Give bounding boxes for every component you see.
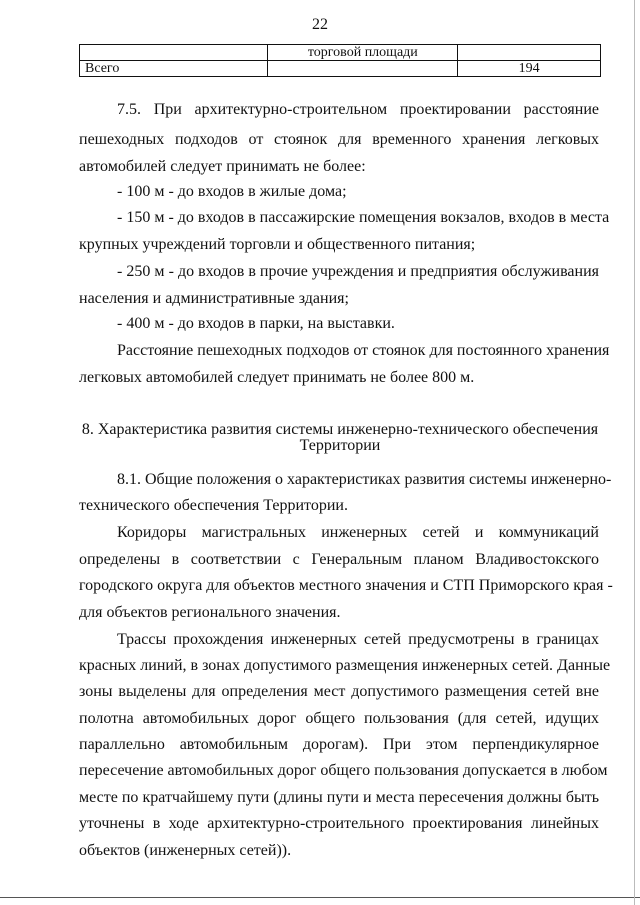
table-row — [80, 45, 601, 61]
list-item: - 400 м - до входов в парки, на выставки. — [117, 315, 395, 332]
table-cell-total-label: Всего — [80, 61, 268, 77]
paragraph-line: месте по кратчайшему пути (длины пути и места пересечения должны быть — [79, 789, 599, 806]
table-row — [80, 61, 601, 77]
paragraph-line: 7.5. При архитектурно-строительном проектировании расстояние — [117, 101, 599, 118]
paragraph-line: пересечение автомобильных дорог общего пользования допускается в любом — [79, 762, 608, 779]
paragraph-line: уточнены в ходе архитектурно-строительного проектирования линейных — [79, 815, 599, 832]
table-cell — [458, 45, 601, 61]
paragraph-line: городского округа для объектов местного значения и СТП Приморского края - — [79, 577, 613, 594]
summary-table — [79, 44, 601, 77]
paragraph-line: полотна автомобильных дорог общего пользования (для сетей, идущих — [79, 710, 599, 727]
paragraph-line: пешеходных подходов от стоянок для временного хранения легковых — [79, 131, 599, 148]
paragraph-line: зоны выделены для определения мест допустимого размещения сетей вне — [79, 683, 599, 700]
table-cell — [268, 61, 458, 77]
table-cell: торговой площади — [268, 45, 458, 61]
paragraph-line: автомобилей следует принимать не более: — [79, 158, 366, 175]
paragraph-line: Коридоры магистральных инженерных сетей и коммуникаций — [117, 524, 599, 541]
list-item: - 100 м - до входов в жилые дома; — [117, 183, 347, 200]
paragraph-line: определены в соответствии с Генеральным планом Владивостокского — [79, 551, 599, 568]
paragraph-line: населения и административные здания; — [79, 290, 349, 307]
table-cell — [80, 45, 268, 61]
paragraph-line: для объектов регионального значения. — [79, 604, 341, 621]
table-cell-total-value: 194 — [458, 61, 601, 77]
paragraph-line: Расстояние пешеходных подходов от стоянок для постоянного хранения — [117, 342, 610, 359]
list-item: - 150 м - до входов в пассажирские помещения вокзалов, входов в места — [117, 209, 610, 226]
paragraph-line: 8.1. Общие положения о характеристиках развития системы инженерно- — [117, 471, 612, 488]
section-heading: Территории — [299, 437, 381, 454]
paragraph-line: легковых автомобилей следует принимать не более 800 м. — [79, 369, 475, 386]
paragraph-line: Трассы прохождения инженерных сетей предусмотрены в границах — [117, 631, 599, 648]
paragraph-line: объектов (инженерных сетей)). — [79, 842, 292, 859]
list-item: - 250 м - до входов в прочие учреждения и предприятия обслуживания — [117, 263, 599, 280]
scan-right-edge — [634, 0, 635, 905]
section-heading: 8. Характеристика развития системы инженерно-технического обеспечения — [81, 421, 599, 438]
paragraph-line: крупных учреждений торговли и общественного питания; — [79, 236, 476, 253]
scan-bottom-edge — [0, 897, 640, 898]
paragraph-line: технического обеспечения Территории. — [79, 497, 348, 514]
paragraph-line: параллельно автомобильным дорогам). При этом перпендикулярное — [79, 736, 599, 753]
paragraph-line: красных линий, в зонах допустимого размещения инженерных сетей. Данные — [79, 657, 611, 674]
page-number: 22 — [312, 16, 328, 33]
